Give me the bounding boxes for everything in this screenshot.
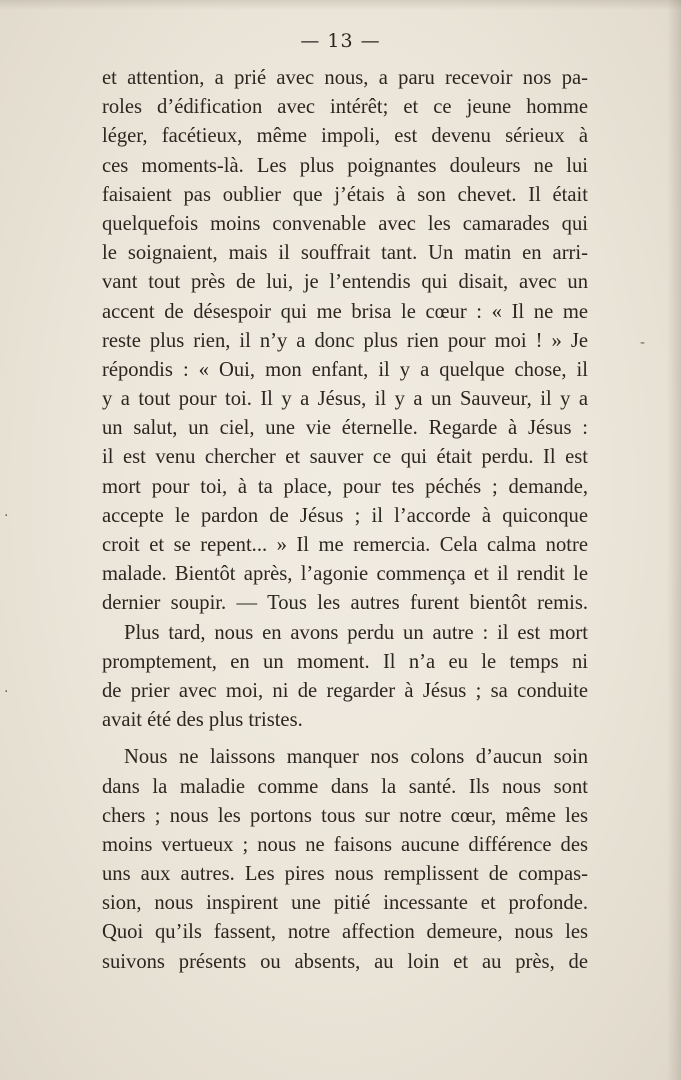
body-text [102, 64, 588, 977]
text-line: accent de désespoir qui me brisa le cœur : « Il ne me [102, 300, 588, 323]
text-line: y a tout pour toi. Il y a Jésus, il y a un Sauveur, il y a [102, 388, 588, 411]
text-line: accepte le pardon de Jésus ; il l’accorde à quiconque [102, 504, 588, 527]
text-line: uns aux autres. Les pires nous remplissent de compas- [102, 863, 588, 886]
text-line: Quoi qu’ils fassent, notre affection demeure, nous les [102, 921, 588, 944]
page-number: — 13 — [300, 30, 381, 52]
text-line: moins vertueux ; nous ne faisons aucune différence des [102, 833, 588, 856]
text-line: sion, nous inspirent une pitié incessante et profonde. [102, 892, 588, 915]
paragraph-gap [102, 735, 588, 743]
text-line: suivons présents ou absents, au loin et au près, de [102, 950, 588, 973]
margin-speck: · [4, 508, 9, 524]
text-line: roles d’édification avec intérêt; et ce jeune homme [102, 96, 588, 119]
text-line: un salut, un ciel, une vie éternelle. Regarde à Jésus : [102, 417, 588, 440]
text-line: il est venu chercher et sauver ce qui était perdu. Il est [102, 446, 588, 469]
text-line: dans la maladie comme dans la santé. Ils nous sont [102, 775, 588, 798]
paragraph-3 [102, 743, 588, 977]
text-line: croit et se repent... » Il me remercia. Cela calma notre [102, 534, 588, 556]
text-line: reste plus rien, il n’y a donc plus rien pour moi ! » Je [102, 329, 588, 352]
text-line: malade. Bientôt après, l’agonie commença et il rendit le [102, 563, 588, 586]
text-line: ces moments-là. Les plus poignantes douleurs ne lui [102, 154, 588, 177]
text-line: quelquefois moins convenable avec les camarades qui [102, 212, 588, 235]
text-line: avait été des plus tristes. [102, 709, 303, 732]
margin-speck: · [4, 684, 9, 700]
text-line: promptement, en un moment. Il n’a eu le temps ni [102, 650, 588, 673]
paragraph-2 [102, 619, 588, 736]
text-line: le soignaient, mais il souffrait tant. Un matin en arri- [102, 242, 588, 265]
margin-speck: - [640, 335, 646, 351]
text-line: faisaient pas oublier que j’étais à son chevet. Il était [102, 183, 588, 206]
paragraph-1 [102, 64, 588, 619]
text-line: vant tout près de lui, je l’entendis qui disait, avec un [102, 271, 588, 294]
text-line: de prier avec moi, ni de regarder à Jésus ; sa conduite [102, 679, 588, 702]
text-line: Plus tard, nous en avons perdu un autre : il est mort [124, 621, 588, 644]
text-line: dernier soupir. — Tous les autres furent bientôt remis. [102, 592, 588, 615]
page-shadow-right [667, 0, 681, 1080]
text-line: chers ; nous les portons tous sur notre cœur, même les [102, 804, 588, 827]
page-shadow-top [0, 0, 681, 10]
text-line: mort pour toi, à ta place, pour tes péchés ; demande, [102, 475, 588, 498]
text-line: léger, facétieux, même impoli, est devenu sérieux à [102, 125, 588, 148]
text-line: et attention, a prié avec nous, a paru recevoir nos pa- [102, 67, 588, 89]
text-line: Nous ne laissons manquer nos colons d’aucun soin [124, 746, 588, 769]
text-line: répondis : « Oui, mon enfant, il y a quelque chose, il [102, 358, 588, 381]
